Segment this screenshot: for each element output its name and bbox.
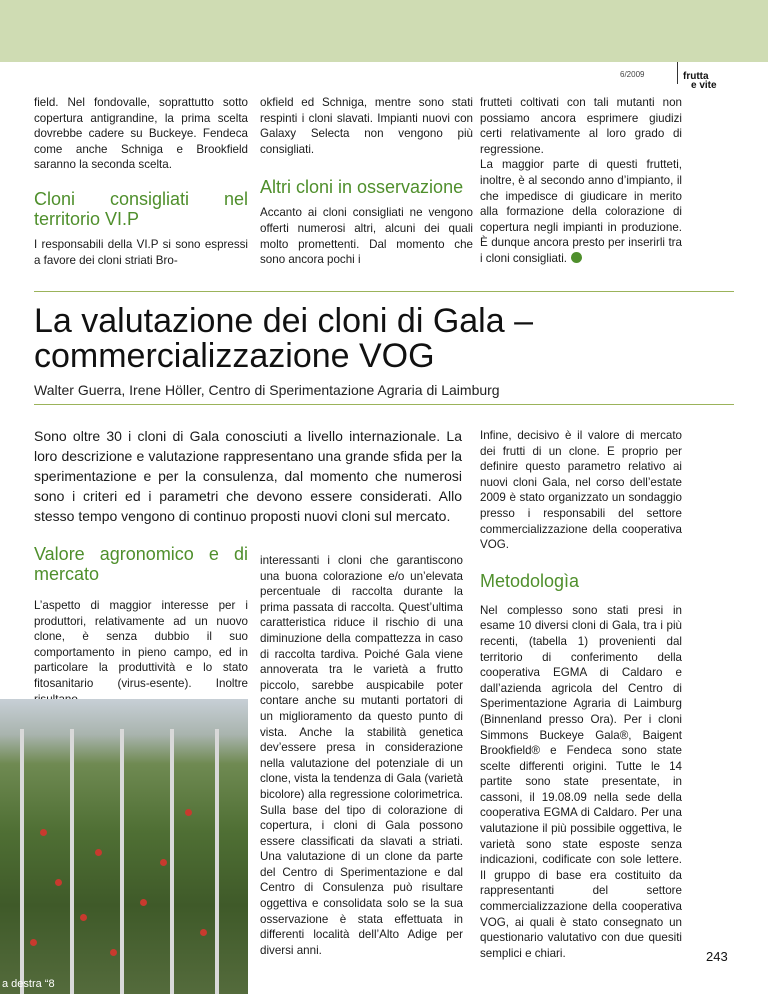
paragraph: Nel complesso sono stati presi in esame 10 diversi cloni di Gala, tra i più recenti, (tabella 1) provenienti dal territorio di conferimento della cooperativa EGMA di Caldaro e dall’azienda agricola del Centro di Sperimentazione Agraria di Laimburg (Binnenland presso Ora). Per i cloni Simmons Buckeye Gala®, Baigent Brookfield® e Fendeca sono state scelte differenti origini. Tutte le 14 partite sono state presentate, in cassoni, il 19.08.09 nella sede della cooperativa EGMA di Caldaro. Per una valutazione il più possibile oggettiva, le varietà sono state esposte senza indicazioni, codificate con sole lettere. Il gruppo di base era costituito da rappresentanti del settore commercializzazione della cooperativa VOG, ai quali è stato consegnato un questionario valutativo con due quesiti semplici e chiari.: [480, 603, 682, 960]
section-heading: Valore agronomico e di mercato: [34, 544, 248, 584]
apple-end-icon: [571, 252, 582, 263]
article-column-3: [480, 428, 682, 961]
section-heading: Cloni consigliati nel territorio VI.P: [34, 188, 248, 229]
paragraph: frutteti coltivati con tali mutanti non possiamo ancora esprimere giudizi certi relativamente al loro grado di regressione.: [480, 96, 682, 156]
section-heading: Altri cloni in osservazione: [260, 177, 464, 198]
paragraph: Accanto ai cloni consigliati ne vengono offerti numerosi altri, alcuni dei quali molto promettenti. Dal momento che sono ancora pochi i: [260, 206, 473, 267]
article-title: La valutazione dei cloni di Gala – commercializzazione VOG: [34, 302, 533, 375]
page-number: 243: [706, 949, 728, 964]
authors-divider: [34, 404, 734, 405]
article-column-2: [260, 553, 463, 958]
header-band: [0, 0, 768, 62]
issue-number: 6/2009: [620, 70, 645, 79]
logo-line-1: frutta: [683, 71, 709, 82]
article-column-1: [34, 544, 248, 707]
paragraph: [480, 157, 682, 266]
orchard-photo: [0, 699, 248, 994]
top-column-2: [260, 95, 473, 268]
top-column-1: [34, 95, 248, 268]
paragraph: field. Nel fondovalle, soprattutto sotto copertura antigrandine, la prima scelta dovrebbe cadere su Buckeye. Fendeca come anche Schniga e Brookfield saranno la seconda scelta.: [34, 96, 248, 172]
header-divider: [677, 62, 678, 84]
paragraph: okfield ed Schniga, mentre sono stati respinti i cloni slavati. Impianti nuovi con Galaxy Selecta non vengono più consigliati.: [260, 96, 473, 156]
paragraph: L’aspetto di maggior interesse per i produttori, relativamente ad un nuovo clone, è senza dubbio il suo comportamento in pieno campo, ed in particolare la produttività e lo stato fitosanitario (virus-esente). Inoltre: [34, 599, 248, 690]
section-heading: Metodologìa: [480, 570, 580, 591]
paragraph: interessanti i cloni che garantiscono una buona colorazione e/o un’elevata percentuale di raccolta durante la prima passata di raccolta. Quest’ultima caratteristica riduce il rischio di una diminuzione della compattezza in caso di raccolta tardiva. Poiché Gala viene annoverata tra le varietà a frutto piccolo, sarebbe auspicabile poter contare anche su mutanti portatori di un miglioramento da questo punto di vista. Anche la stabilità genetica dev’essere presa in considerazione nella valutazione del potenziale di un clone, vista la tendenza di Gala (varietà bicolore) alla regressione colorimetrica. Sulla base del tipo di colorazione di copertura, i cloni di Gala possono essere classificati da slavati a striati. Una valutazione di un clone da parte del Centro di Sperimentazione e dal Centro di Consulenza può risultare oggettiva e consolidata solo se la sua osservazione è stata effettuata in differenti località dell’Alto Adige per diversi anni.: [260, 554, 464, 957]
paragraph: Infine, decisivo è il valore di mercato dei frutti di un clone. E proprio per definire questo parametro relativo ai nuovi cloni Gala, nel corso dell’estate 2009 è stato organizzato un sondaggio presso i responsabili del settore commercializzazione della cooperativa VOG.: [480, 429, 682, 552]
paragraph-text: La maggior parte di questi frutteti, inoltre, è al secondo anno d’impianto, il che impedisce di giudicare in merito alla formazione della colorazione di copertura negli impianti in produzione. È dunque ancora presto per inserirli tra i cloni consigliati.: [480, 158, 682, 265]
article-authors: Walter Guerra, Irene Höller, Centro di Sperimentazione Agraria di Laimburg: [34, 382, 500, 398]
logo-line-2: e vite: [691, 80, 717, 91]
magazine-logo: [683, 72, 717, 90]
top-column-3: [480, 95, 682, 267]
paragraph: I responsabili della VI.P si sono espressi a favore dei cloni striati Bro-: [34, 237, 248, 267]
photo-caption: a destra “8: [2, 978, 55, 990]
section-divider: [34, 291, 734, 292]
article-intro: Sono oltre 30 i cloni di Gala conosciuti a livello internazionale. La loro descrizione e valutazione rappresentano una grande sfida per la sperimentazione e per la consulenza, dal momento che numerosi sono i criteri ed i parametri che devono essere considerati. Allo stesso tempo vengono di continuo proposti nuovi cloni sul mercato.: [34, 428, 462, 524]
